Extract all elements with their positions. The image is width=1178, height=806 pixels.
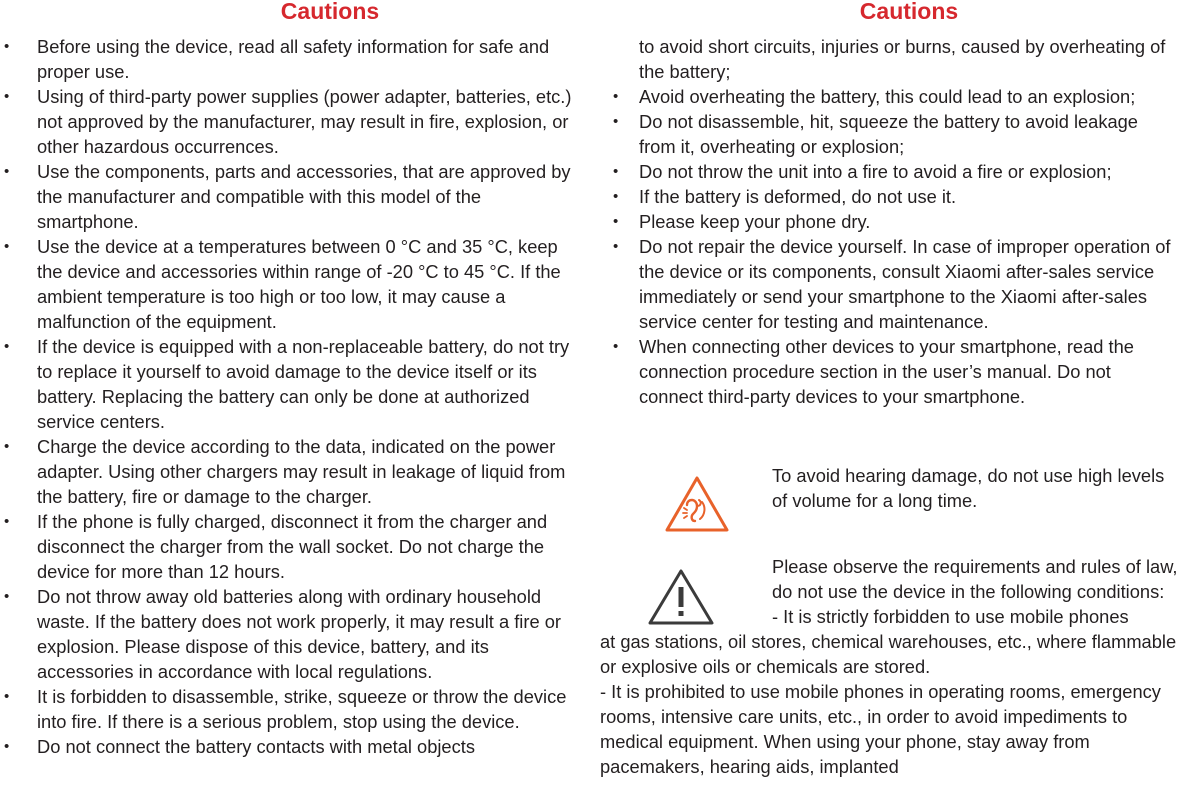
continued-item: to avoid short circuits, injuries or burns, caused by overheating of the battery;: [639, 36, 1166, 82]
list-item: • If the device is equipped with a non-replaceable battery, do not try to replace it yourself to avoid damage to the device itself or its battery. Replacing the battery can only be done at authorized service centers.: [0, 334, 580, 434]
law-item-start: - It is strictly forbidden to use mobile phones: [772, 606, 1129, 627]
left-column: [0, 0, 580, 759]
right-cautions-list: [600, 84, 1178, 409]
hearing-protection-icon: [664, 475, 730, 538]
list-item: • If the phone is fully charged, disconnect it from the charger and disconnect the charger from the wall socket. Do not charge the device for more than 12 hours.: [0, 509, 580, 584]
list-item: • Use the device at a temperatures between 0 °C and 35 °C, keep the device and accessories within range of -20 °C to 45 °C. If the ambient temperature is too high or too low, it may cause a malfunction of the equipment.: [0, 234, 580, 334]
list-item: • Avoid overheating the battery, this could lead to an explosion;: [600, 84, 1178, 109]
list-item: • When connecting other devices to your smartphone, read the connection procedure section in the user’s manual. Do not connect third-party devices to your smartphone.: [600, 334, 1178, 409]
list-item: • Do not repair the device yourself. In case of improper operation of the device or its components, consult Xiaomi after-sales service immediately or send your smartphone to the Xiaomi after-sales service center for testing and maintenance.: [600, 234, 1178, 334]
list-item: • Please keep your phone dry.: [600, 209, 1178, 234]
list-item: • It is forbidden to disassemble, strike, squeeze or throw the device into fire. If there is a serious problem, stop using the device.: [0, 684, 580, 734]
list-item: • Do not throw away old batteries along with ordinary household waste. If the battery does not work properly, it may result a fire or explosion. Please dispose of this device, battery, and its accessories in accordance with local regulations.: [0, 584, 580, 684]
law-item-medical: - It is prohibited to use mobile phones in operating rooms, emergency rooms, intensive care units, etc., in order to avoid impediments to medical equipment. When using your phone, stay away from pacemakers, hearing aids, implanted: [600, 681, 1161, 777]
list-item: • Charge the device according to the data, indicated on the power adapter. Using other chargers may result in leakage of liquid from the battery, fire or damage to the charger.: [0, 434, 580, 509]
list-item: • Do not throw the unit into a fire to avoid a fire or explosion;: [600, 159, 1178, 184]
left-cautions-list: [0, 34, 580, 759]
list-item: • Do not disassemble, hit, squeeze the battery to avoid leakage from it, overheating or explosion;: [600, 109, 1178, 159]
list-item: • Do not connect the battery contacts with metal objects: [0, 734, 580, 759]
right-column: [600, 0, 1178, 777]
list-item: • Use the components, parts and accessories, that are approved by the manufacturer and compatible with this model of the smartphone.: [0, 159, 580, 234]
law-item-rest: at gas stations, oil stores, chemical warehouses, etc., where flammable or explosive oils or chemicals are stored.: [600, 631, 1177, 677]
list-item: • If the battery is deformed, do not use it.: [600, 184, 1178, 209]
right-heading: Cautions: [859, 0, 959, 24]
law-requirements: [600, 554, 1178, 779]
list-item: • Before using the device, read all safety information for safe and proper use.: [0, 34, 580, 84]
list-item: • Using of third-party power supplies (power adapter, batteries, etc.) not approved by the manufacturer, may result in fire, explosion, or other hazardous occurrences.: [0, 84, 580, 159]
hearing-warning-text: To avoid hearing damage, do not use high levels of volume for a long time.: [772, 465, 1165, 511]
law-intro-text: Please observe the requirements and rules of law, do not use the device in the following conditions:: [772, 556, 1178, 602]
left-heading: Cautions: [280, 0, 380, 24]
